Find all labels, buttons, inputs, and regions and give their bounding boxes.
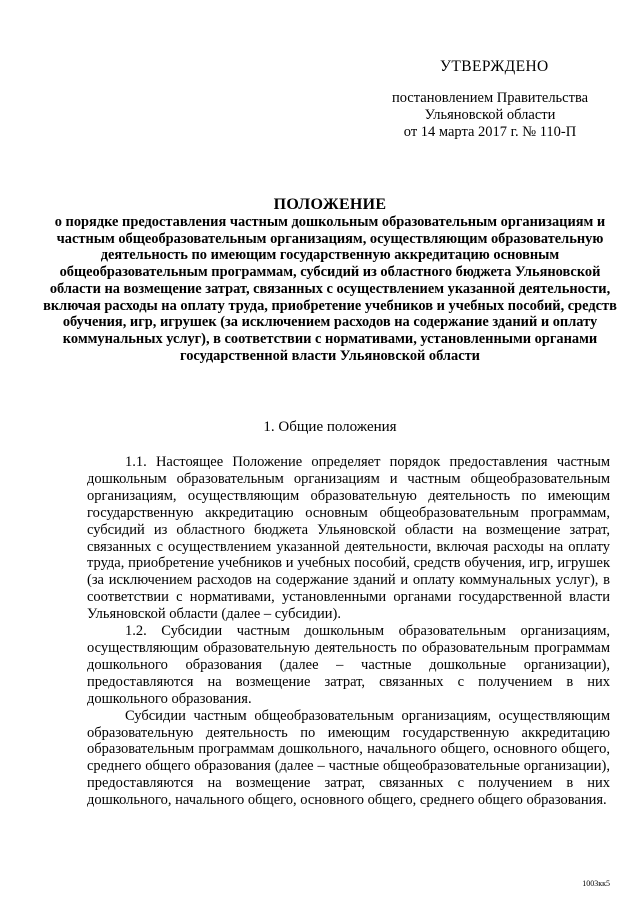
document-heading: ПОЛОЖЕНИЕ [273, 196, 387, 213]
paragraph-1-1: 1.1. Настоящее Положение определяет порядок предоставления частным дошкольным образовательным организациям и частным общеобразовательным организациям, осуществляющим образовательную деятельность по имеющим государственную аккредитацию основным общеобразовательным программам, субсидий из областного бюджета Ульяновской области на возмещение затрат, связанных с осуществлением указанной деятельности, включая расходы на оплату труда, приобретение учебников и учебных пособий, средств обучения, игр, игрушек (за исключением расходов на содержание зданий и оплату коммунальных услуг), в соответствии с нормативами, установленными органами государственной власти Ульяновской области (далее – субсидии). [87, 454, 610, 623]
footer-document-code: 1003кк5 [582, 879, 610, 888]
paragraph-1-2: 1.2. Субсидии частным дошкольным образовательным организациям, осуществляющим образовательную деятельность по образовательным программам дошкольного образования (далее – частные дошкольные организации), предоставляются на возмещение затрат, связанных с получением в них дошкольного образования. [87, 623, 610, 707]
approval-line-date-number: от 14 марта 2017 г. № 110-П [403, 124, 577, 140]
approved-label: УТВЕРЖДЕНО [440, 58, 549, 75]
document-title-block [40, 196, 620, 364]
approval-line-resolution: постановлением Правительства [391, 90, 589, 106]
approval-details [370, 90, 610, 141]
approval-line-region: Ульяновской области [424, 107, 556, 123]
section-heading: 1. Общие положения [263, 419, 397, 435]
paragraph-1-2-continued: Субсидии частным общеобразовательным организациям, осуществляющим образовательную деятельность по имеющим государственную аккредитацию образовательным программам дошкольного, начального общего, основного общего, среднего общего образования (далее – частные общеобразовательные организации), предоставляются на возмещение затрат, связанных с получением в них дошкольного, начального общего, основного общего, среднего общего образования. [87, 707, 610, 809]
section-body [87, 454, 610, 809]
approval-stamp-block [370, 58, 610, 141]
document-subtitle: о порядке предоставления частным дошкольным образовательным организациям и частным общеобразовательным организациям, осуществляющим образовательную деятельность по имеющим государственную аккредитацию основным общеобразовательным программам, субсидий из областного бюджета Ульяновской области на возмещение затрат, связанных с осуществлением указанной деятельности, включая расходы на оплату труда, приобретение учебников и учебных пособий, средств обучения, игр, игрушек (за исключением расходов на содержание зданий и оплату коммунальных услуг), в соответствии с нормативами, установленными органами государственной власти Ульяновской области [43, 214, 617, 364]
